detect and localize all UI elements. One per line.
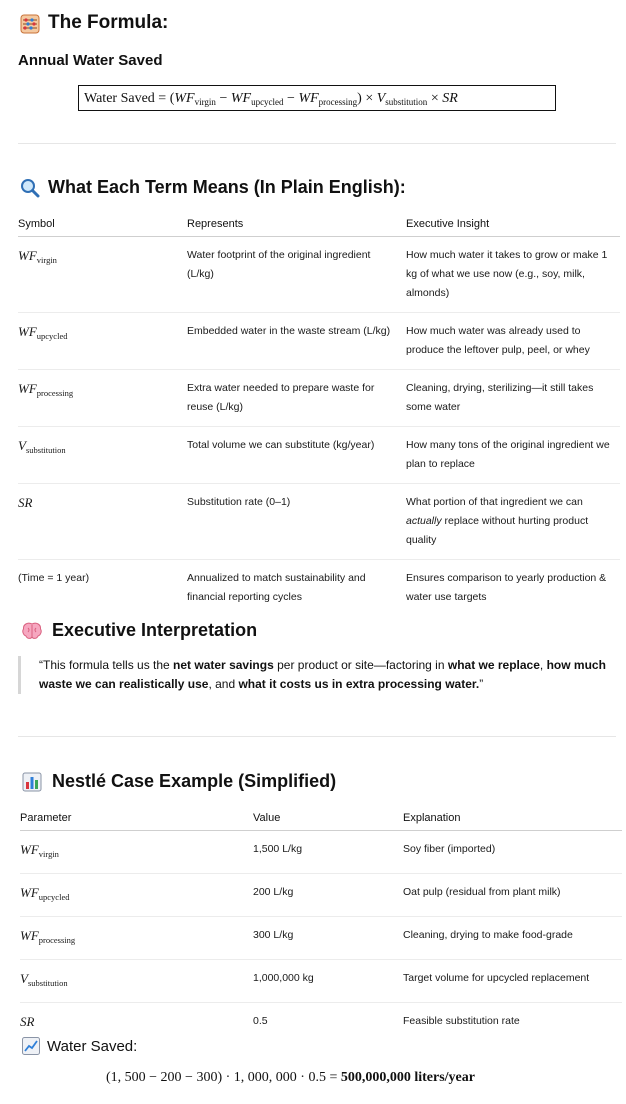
param-subscript: processing	[38, 935, 76, 945]
brain-icon	[22, 622, 42, 645]
quote-bold: what it costs us in extra processing water.	[238, 677, 480, 691]
subscript: virgin	[194, 97, 216, 107]
col-value: Value	[253, 812, 403, 831]
param-value: 1,000,000 kg	[253, 960, 403, 1003]
bar-chart-icon	[22, 772, 42, 797]
divider	[18, 143, 616, 144]
term-subscript: processing	[36, 388, 74, 398]
param-value: 200 L/kg	[253, 874, 403, 917]
table-row	[18, 560, 620, 617]
param-subscript: virgin	[38, 849, 59, 859]
param-explanation: Oat pulp (residual from plant milk)	[403, 874, 622, 917]
insight-text: What portion of that ingredient we can	[406, 496, 583, 508]
term-insight: Cleaning, drying, sterilizing—it still takes some water	[406, 370, 620, 427]
insight-emphasis: actually	[406, 515, 442, 527]
term-symbol: WF	[18, 248, 37, 263]
term-insight: How much water it takes to grow or make 1 kg of what we use now (e.g., soy, milk, almonds)	[406, 237, 620, 313]
table-row	[18, 370, 620, 427]
symbol-wf: WF	[298, 91, 319, 106]
equals-sign: =	[158, 91, 170, 106]
table-row	[20, 917, 622, 960]
line-chart-icon	[22, 1037, 40, 1060]
col-explanation: Explanation	[403, 812, 622, 831]
subscript: substitution	[385, 97, 428, 107]
param-value: 1,500 L/kg	[253, 831, 403, 874]
saved-result: 500,000,000 liters/year	[340, 1070, 475, 1085]
param-symbol: WF	[20, 842, 39, 857]
param-explanation: Target volume for upcycled replacement	[403, 960, 622, 1003]
symbol-v: V	[376, 91, 386, 106]
table-row	[18, 427, 620, 484]
quote-text: per product or site—factoring in	[273, 658, 448, 672]
subscript: processing	[318, 97, 358, 107]
quote-text: ,	[539, 658, 547, 672]
param-value: 300 L/kg	[253, 917, 403, 960]
term-insight: How many tons of the original ingredient we plan to replace	[406, 427, 620, 484]
formula-lhs: Water Saved	[84, 91, 155, 106]
term-subscript: substitution	[25, 445, 66, 455]
term-represents: Annualized to match sustainability and financial reporting cycles	[187, 572, 366, 603]
param-symbol: WF	[20, 928, 39, 943]
param-subscript: substitution	[27, 978, 68, 988]
operator: ) ×	[357, 91, 377, 106]
table-row	[20, 831, 622, 874]
term-symbol: V	[18, 438, 26, 453]
insight-text: replace without hurting product quality	[406, 515, 589, 546]
table-row	[20, 960, 622, 1003]
terms-heading: What Each Term Means (In Plain English):	[48, 177, 406, 197]
term-symbol: WF	[18, 381, 37, 396]
term-represents: Total volume we can substitute (kg/year)	[187, 427, 406, 484]
open-paren: (	[169, 91, 175, 106]
table-row	[20, 874, 622, 917]
term-subscript: virgin	[36, 255, 57, 265]
quote-bold: what we replace	[447, 658, 540, 672]
table-row	[18, 484, 620, 560]
param-explanation: Cleaning, drying to make food-grade	[403, 917, 622, 960]
saved-heading: Water Saved:	[47, 1038, 138, 1055]
param-value: 0.5	[253, 1015, 268, 1027]
quote-text: “This formula tells us the	[39, 658, 174, 672]
terms-table	[18, 218, 620, 616]
interpretation-quote	[18, 656, 621, 694]
symbol-wf: WF	[174, 91, 195, 106]
subscript: upcycled	[251, 97, 284, 107]
table-row	[20, 1003, 622, 1041]
operator: ×	[427, 91, 443, 106]
formula-heading: The Formula:	[48, 12, 169, 33]
col-insight: Executive Insight	[406, 218, 620, 237]
divider	[18, 736, 616, 737]
param-symbol: SR	[20, 1014, 35, 1029]
quote-text: , and	[208, 677, 239, 691]
term-insight	[406, 484, 620, 560]
param-explanation: Soy fiber (imported)	[403, 831, 622, 874]
term-symbol: SR	[18, 495, 33, 510]
operator: −	[283, 91, 299, 106]
saved-expression: (1, 500 − 200 − 300) · 1, 000, 000 · 0.5 =	[106, 1070, 341, 1085]
formula-subheading: Annual Water Saved	[18, 52, 163, 69]
quote-bold: how much waste we can realistically use	[39, 658, 606, 691]
param-symbol: WF	[20, 885, 39, 900]
quote-text: ”	[479, 677, 484, 691]
term-insight: How much water was already used to produce the leftover pulp, peel, or whey	[406, 313, 620, 370]
param-explanation: Feasible substitution rate	[403, 1015, 520, 1027]
term-symbol: WF	[18, 324, 37, 339]
col-parameter: Parameter	[20, 812, 253, 831]
table-row	[18, 237, 620, 313]
abacus-icon	[20, 14, 40, 39]
term-insight: Ensures comparison to yearly production & water use targets	[406, 572, 607, 603]
case-table	[20, 812, 622, 1040]
term-represents: Extra water needed to prepare waste for reuse (L/kg)	[187, 370, 406, 427]
formula-equation-box	[78, 85, 556, 111]
col-represents: Represents	[187, 218, 406, 237]
term-represents: Water footprint of the original ingredient (L/kg)	[187, 237, 406, 313]
term-symbol: (Time = 1 year)	[18, 572, 90, 584]
quote-bold: net water savings	[173, 658, 274, 672]
term-subscript: upcycled	[36, 331, 68, 341]
term-represents: Substitution rate (0–1)	[187, 484, 406, 560]
col-symbol: Symbol	[18, 218, 187, 237]
table-row	[18, 313, 620, 370]
operator: −	[215, 91, 231, 106]
param-symbol: V	[20, 971, 28, 986]
param-subscript: upcycled	[38, 892, 70, 902]
symbol-sr: SR	[442, 91, 458, 106]
symbol-wf: WF	[230, 91, 252, 106]
term-represents: Embedded water in the waste stream (L/kg)	[187, 313, 406, 370]
saved-equation	[106, 1070, 475, 1086]
magnifier-icon	[20, 178, 40, 203]
interpretation-heading: Executive Interpretation	[52, 620, 258, 640]
case-heading: Nestlé Case Example (Simplified)	[52, 771, 337, 791]
